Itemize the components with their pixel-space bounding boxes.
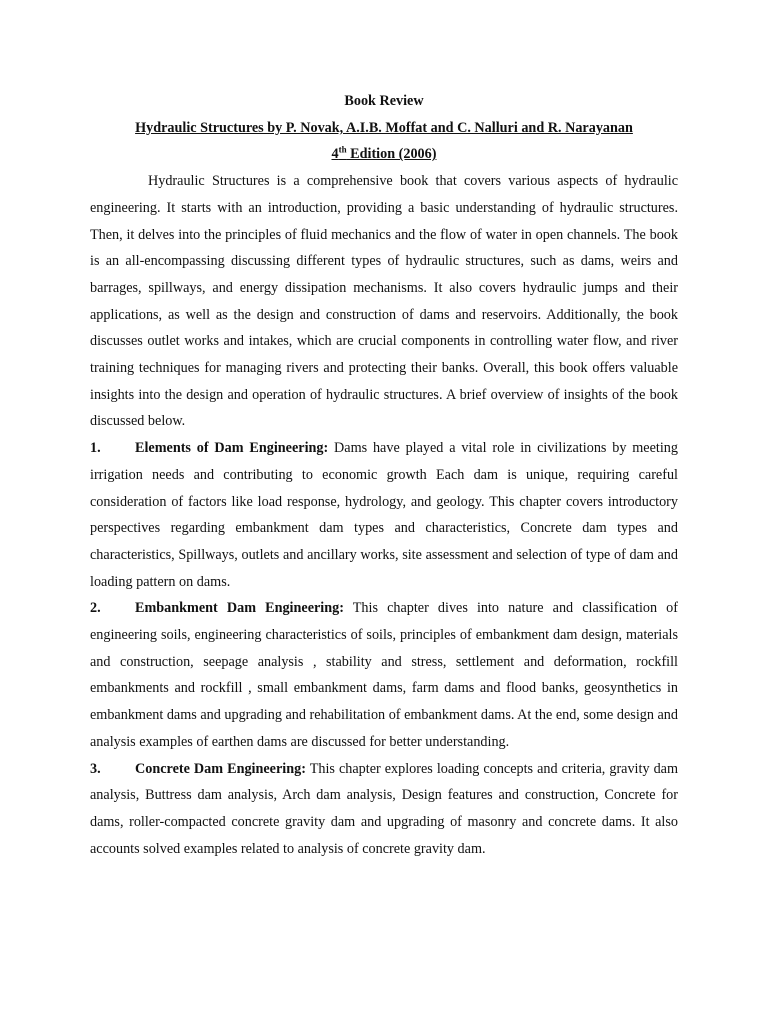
- document-page: [90, 88, 678, 862]
- chapter-title: Concrete Dam Engineering:: [135, 760, 306, 777]
- chapter-number: 2.: [90, 600, 101, 617]
- intro-paragraph: Hydraulic Structures is a comprehensive book that covers various aspects of hydraulic engineering. It starts with an introduction, providing a basic understanding of hydraulic structures. Then, it delves into the principles of fluid mechanics and the flow of water in open channels. The book is an all-encompassing discussing different types of hydraulic structures, such as dams, weirs and barrages, spillways, and energy dissipation mechanisms. It also covers hydraulic jumps and their applications, as well as the design and construction of dams and reservoirs. Additionally, the book discusses outlet works and intakes, which are crucial components in controlling water flow, and river training techniques for managing rivers and protecting their banks. Overall, this book offers valuable insights into the design and operation of hydraulic structures. A brief overview of insights of the book discussed below.: [90, 173, 678, 430]
- chapter-number: 1.: [90, 440, 101, 457]
- edition-line: [90, 141, 678, 168]
- edition-number: 4: [331, 146, 339, 163]
- chapter-number: 3.: [90, 760, 101, 777]
- book-title: Hydraulic Structures by P. Novak, A.I.B. Moffat and C. Nalluri and R. Narayanan: [135, 119, 633, 136]
- chapter-item: [90, 435, 678, 595]
- chapter-text: This chapter dives into nature and classification of engineering soils, engineering characteristics of soils, principles of embankment dam design, materials and construction, seepage analysis , stability and stress, settlement and deformation, rockfill embankments and rockfill , small embankment dams, farm dams and flood banks, geosynthetics in embankment dams and upgrading and rehabilitation of embankment dams. At the end, some design and analysis examples of earthen dams are discussed for better understanding.: [90, 600, 678, 750]
- chapter-text: This chapter explores loading concepts and criteria, gravity dam analysis, Buttress dam analysis, Arch dam analysis, Design features and construction, Concrete for dams, roller-compacted concrete gravity dam and upgrading of masonry and concrete dams. It also accounts solved examples related to analysis of concrete gravity dam.: [90, 760, 678, 857]
- chapter-item: [90, 756, 678, 863]
- review-label: Book Review: [344, 93, 424, 109]
- edition-suffix: th: [338, 144, 347, 155]
- chapter-item: [90, 595, 678, 755]
- chapter-title: Elements of Dam Engineering:: [135, 440, 329, 457]
- chapter-title: Embankment Dam Engineering:: [135, 600, 344, 617]
- edition-rest: Edition (2006): [346, 146, 437, 163]
- chapter-text: Dams have played a vital role in civilizations by meeting irrigation needs and contributing to economic growth Each dam is unique, requiring careful consideration of factors like load response, hydrology, and geology. This chapter covers introductory perspectives regarding embankment dam types and characteristics, Concrete dam types and characteristics, Spillways, outlets and ancillary works, site assessment and selection of type of dam and loading pattern on dams.: [90, 440, 678, 590]
